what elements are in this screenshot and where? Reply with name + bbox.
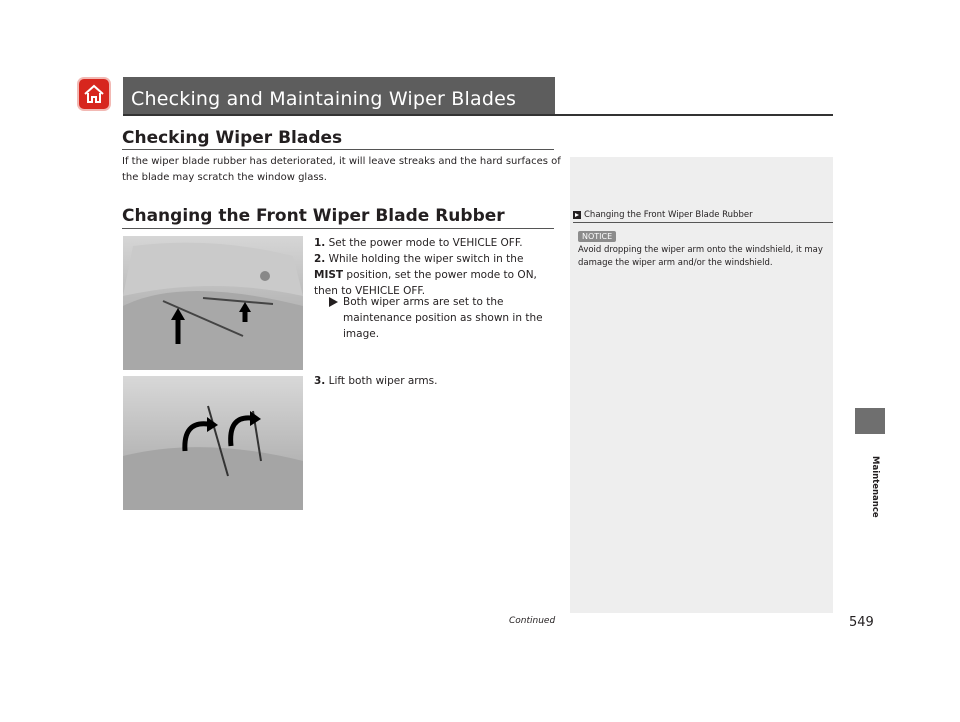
- notice-badge: NOTICE: [578, 231, 616, 242]
- step-3-text: Lift both wiper arms.: [328, 375, 438, 387]
- changing-heading: Changing the Front Wiper Blade Rubber: [122, 206, 505, 226]
- notice-text: Avoid dropping the wiper arm onto the windshield, it may damage the wiper arm and/or the windshield.: [578, 245, 823, 268]
- step-3: [314, 373, 554, 389]
- reference-sidebar: [570, 157, 833, 613]
- page-number: 549: [849, 615, 874, 630]
- checking-body: If the wiper blade rubber has deteriorated, it will leave streaks and the hard surfaces of the blade may scratch the window glass.: [122, 156, 561, 183]
- changing-rule: [122, 228, 554, 229]
- step-2-text-before: While holding the wiper switch in the: [328, 253, 524, 265]
- section-title: Checking and Maintaining Wiper Blades: [131, 88, 517, 110]
- step-2-mist: MIST: [314, 269, 344, 281]
- home-button[interactable]: [79, 79, 109, 109]
- home-icon: [83, 84, 105, 104]
- step-3-number: 3.: [314, 375, 326, 387]
- maintenance-tab-marker[interactable]: [855, 408, 885, 434]
- sidebar-rule: [573, 222, 833, 223]
- step-2-result: [329, 294, 565, 342]
- reference-icon: [573, 211, 581, 219]
- checking-heading: Checking Wiper Blades: [122, 128, 343, 148]
- sidebar-title: Changing the Front Wiper Blade Rubber: [584, 210, 753, 220]
- triangle-right-icon: [329, 297, 338, 307]
- sidebar-heading[interactable]: [573, 210, 753, 220]
- step-1: [314, 235, 554, 251]
- step-1-number: 1.: [314, 237, 326, 249]
- title-rule: [123, 114, 833, 116]
- step-2: [314, 251, 554, 299]
- maintenance-tab-label[interactable]: Maintenance: [870, 456, 880, 518]
- lift-wiper-arms-image: [123, 376, 303, 510]
- step-2-result-text: Both wiper arms are set to the maintenance position as shown in the image.: [343, 296, 543, 340]
- step-2-number: 2.: [314, 253, 326, 265]
- continued-label: Continued: [509, 616, 556, 626]
- step-2-text-after: position, set the power mode to ON, then to VEHICLE OFF.: [314, 269, 537, 297]
- step-1-text: Set the power mode to VEHICLE OFF.: [328, 237, 523, 249]
- checking-rule: [122, 149, 554, 150]
- wiper-maintenance-position-image: [123, 236, 303, 370]
